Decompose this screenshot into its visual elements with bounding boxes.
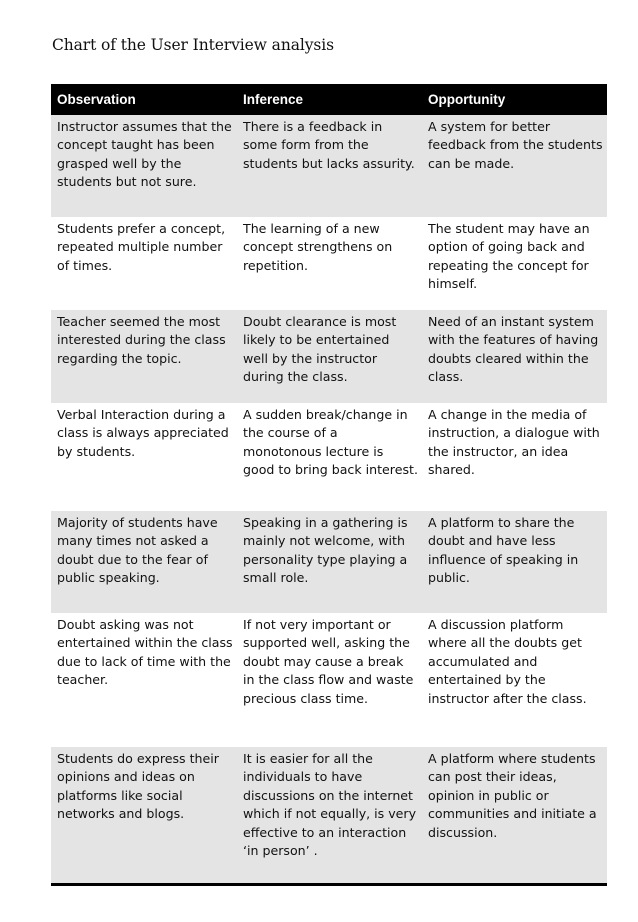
table-row xyxy=(51,310,607,403)
inference-cell: Speaking in a gathering is mainly not welcome, with personality type playing a small role. xyxy=(243,515,408,586)
interview-analysis-table xyxy=(51,84,607,886)
opportunity-cell: A platform to share the doubt and have less influence of speaking in public. xyxy=(428,515,579,586)
observation-cell: Students prefer a concept, repeated multiple number of times. xyxy=(57,221,226,273)
inference-cell: It is easier for all the individuals to have discussions on the internet which if not equally, is very effective to an interaction ‘in person’ . xyxy=(243,751,417,859)
opportunity-cell: Need of an instant system with the features of having doubts cleared within the class. xyxy=(428,314,599,385)
inference-cell: There is a feedback in some form from the students but lacks assurity. xyxy=(243,119,415,171)
opportunity-cell: A platform where students can post their ideas, opinion in public or communities and initiate a discussion. xyxy=(428,751,597,840)
observation-cell: Verbal Interaction during a class is always appreciated by students. xyxy=(57,407,229,459)
observation-cell: Students do express their opinions and ideas on platforms like social networks and blogs. xyxy=(57,751,219,822)
inference-cell: The learning of a new concept strengthens on repetition. xyxy=(243,221,393,273)
header-opportunity: Opportunity xyxy=(428,92,506,107)
table-row xyxy=(51,511,607,613)
opportunity-cell: A discussion platform where all the doubts get accumulated and entertained by the instructor after the class. xyxy=(428,617,587,706)
inference-cell: Doubt clearance is most likely to be entertained well by the instructor during the class. xyxy=(243,314,397,385)
observation-cell: Teacher seemed the most interested during the class regarding the topic. xyxy=(57,314,226,366)
observation-cell: Doubt asking was not entertained within the class due to lack of time with the teacher. xyxy=(57,617,233,688)
observation-cell: Majority of students have many times not asked a doubt due to the fear of public speaking. xyxy=(57,515,218,586)
inference-cell: A sudden break/change in the course of a monotonous lecture is good to bring back interest. xyxy=(243,407,418,478)
table-row xyxy=(51,403,607,511)
header-inference: Inference xyxy=(243,92,304,107)
opportunity-cell: A change in the media of instruction, a dialogue with the instructor, an idea shared. xyxy=(428,407,600,478)
observation-cell: Instructor assumes that the concept taught has been grasped well by the students but not sure. xyxy=(57,119,232,190)
table-row xyxy=(51,747,607,883)
table-row xyxy=(51,115,607,217)
table-row xyxy=(51,613,607,747)
inference-cell: If not very important or supported well, asking the doubt may cause a break in the class flow and waste precious class time. xyxy=(243,617,414,706)
opportunity-cell: The student may have an option of going back and repeating the concept for himself. xyxy=(428,221,590,292)
table-header-row xyxy=(51,84,607,115)
opportunity-cell: A system for better feedback from the students can be made. xyxy=(428,119,603,171)
page-title: Chart of the User Interview analysis xyxy=(52,36,334,54)
table-row xyxy=(51,217,607,310)
header-observation: Observation xyxy=(57,92,136,107)
